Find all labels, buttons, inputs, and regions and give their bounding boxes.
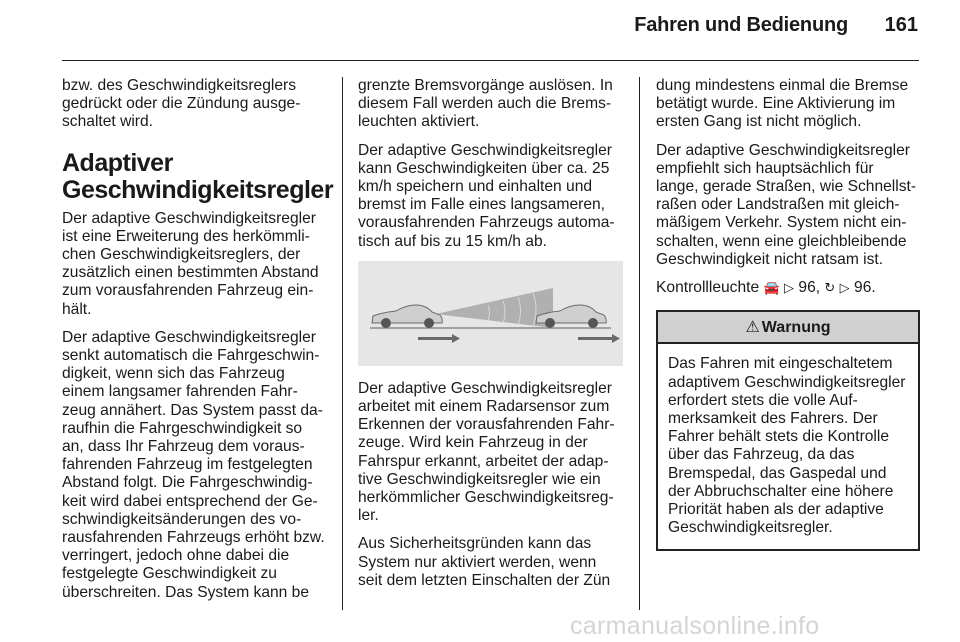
column-2 xyxy=(358,77,623,600)
arrow-right-icon xyxy=(418,334,460,343)
page-number: 161 xyxy=(884,14,918,36)
reference-arrow-icon: ▷ xyxy=(784,281,795,297)
indicator-label: Kontrollleuchte xyxy=(656,279,760,297)
paragraph: Aus Sicherheitsgründen kann das System nur aktiviert werden, wenn seit dem letzten Einschalten der Zün xyxy=(358,535,611,589)
warning-triangle-icon: ⚠ xyxy=(745,317,760,337)
indicator-reference xyxy=(656,279,920,298)
warning-text: Das Fahren mit eingeschaltetem adaptivem Geschwindigkeitsregler erfordert stets die volle Aufmerksamkeit des Fahrers. Der Fahrer behält stets die Kontrolle über das Fahrzeug, da das Bremspedal, das Gaspedal und der Abbruchschalter eine höhere Priorität haben als der adaptive Geschwindigkeitsregler. xyxy=(668,355,906,537)
warning-title: Warnung xyxy=(761,319,831,337)
paragraph: Der adaptive Geschwindigkeitsregler kann Geschwindigkeiten über ca. 25 km/h speichern und einhalten und bremst im Falle eines langsameren, vorausfahrenden Fahrzeugs automatisch auf bis zu 15 km/h ab. xyxy=(358,141,615,250)
column-1 xyxy=(62,77,334,612)
section-heading: Adaptiver Geschwindigkeitsregler xyxy=(62,148,334,204)
paragraph-intro: bzw. des Geschwindigkeitsreglers gedrückt oder die Zündung ausgeschaltet wird. xyxy=(62,77,301,131)
reference-link[interactable]: 96. xyxy=(854,279,876,297)
watermark: carmanualsonline.info xyxy=(570,612,820,640)
paragraph: Der adaptive Geschwindigkeitsregler ist eine Erweiterung des herkömmlichen Geschwindigkeitsreglers, der zusätzlich einen bestimmten Abstand zum vorausfahrenden Fahrzeug einhält. xyxy=(62,209,319,318)
paragraph: Der adaptive Geschwindigkeitsregler empfiehlt sich hauptsächlich für lange, gerade Straßen, wie Schnellstraßen oder Landstraßen mit gleichmäßigem Verkehr. System nicht einschalten, wenn eine gleichbleibende Geschwindigkeit nicht ratsam ist. xyxy=(656,141,917,268)
paragraph: Der adaptive Geschwindigkeitsregler senkt automatisch die Fahrgeschwindigkeit, wenn sich das Fahrzeug einem langsamer fahrenden Fahrzeug annähert. Das System passt daraufhin die Fahrgeschwindigkeit so an, dass Ihr Fahrzeug dem vorausfahrenden Fahrzeug im festgelegten Abstand folgt. Die Fahrgeschwindigkeit wird dabei entsprechend der Geschwindigkeitsänderungen des vorausfahrenden Fahrzeugs erhöht bzw. verringert, jedoch ohne dabei die festgelegte Geschwindigkeit zu überschreiten. Das System kann be xyxy=(62,328,325,601)
column-divider-2 xyxy=(639,77,640,610)
column-3 xyxy=(656,77,920,551)
warning-box xyxy=(656,310,920,551)
paragraph: Der adaptive Geschwindigkeitsregler arbeitet mit einem Radarsensor zum Erkennen der vorausfahrenden Fahrzeuge. Wird kein Fahrzeug in der Fahrspur erkannt, arbeitet der adaptive Geschwindigkeitsregler wie ein herkömmlicher Geschwindigkeitsregler. xyxy=(358,379,615,525)
car-icon: 🚘 xyxy=(763,281,780,297)
paragraph: grenzte Bremsvorgänge auslösen. In diesem Fall werden auch die Bremsleuchten aktiviert. xyxy=(358,77,613,131)
radar-beam xyxy=(436,288,553,328)
reference-arrow-icon: ▷ xyxy=(839,281,850,297)
page-header-title: Fahren und Bedienung xyxy=(634,14,848,36)
column-divider-1 xyxy=(342,77,343,610)
reference-link[interactable]: 96, xyxy=(798,279,821,297)
radar-illustration xyxy=(358,261,623,366)
arrow-right-icon xyxy=(578,334,620,343)
own-car-icon xyxy=(372,305,442,328)
paragraph: dung mindestens einmal die Bremse betätigt wurde. Eine Aktivierung im ersten Gang ist nicht möglich. xyxy=(656,77,909,131)
warning-header xyxy=(658,312,918,344)
header-divider xyxy=(62,60,919,61)
cruise-control-icon: ↻ xyxy=(824,281,836,297)
